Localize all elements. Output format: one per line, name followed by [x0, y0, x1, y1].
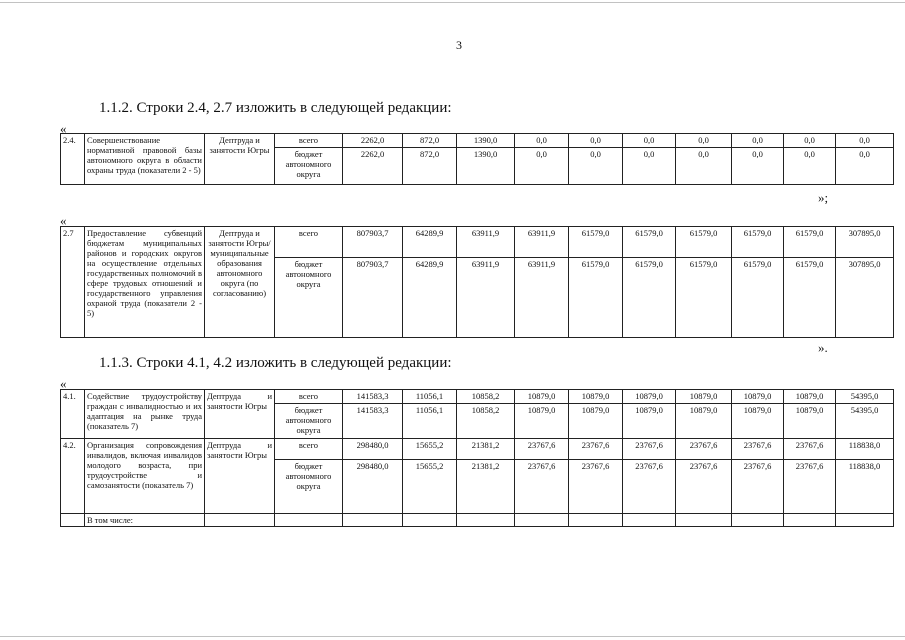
value-cell: 10879,0	[732, 403, 784, 438]
value-cell: 10879,0	[515, 403, 569, 438]
value-cell: 10879,0	[569, 390, 623, 404]
budget-label-line: округа	[296, 169, 321, 180]
value-cell: 61579,0	[732, 227, 784, 258]
value-cell: 61579,0	[569, 227, 623, 258]
value-cell: 0,0	[676, 134, 732, 148]
table-row-2-4	[60, 133, 894, 185]
row-executor: Дептруда и занятости Югры	[205, 390, 275, 439]
open-quote: «	[60, 376, 67, 391]
value-cell: 54395,0	[836, 403, 894, 438]
row-description: Совершенствование нормативной правовой базы автономного округа в области охраны труда (показатели 2 - 5)	[85, 134, 205, 185]
value-cell: 23767,6	[676, 439, 732, 460]
row-description: Предоставление субвенций бюджетам муниципальных районов и городских округов на осуществление отдельных государственных полномочий в сфере трудовых отношений и государственного управления охраной труда (показатели 2 - 5)	[85, 227, 205, 338]
value-cell: 61579,0	[623, 258, 676, 338]
value-cell: 872,0	[403, 134, 457, 148]
funding-budget-label	[275, 403, 343, 438]
value-cell: 64289,9	[403, 227, 457, 258]
value-cell: 15655,2	[403, 460, 457, 514]
funding-total-label: всего	[275, 134, 343, 148]
value-cell: 298480,0	[343, 439, 403, 460]
row-number: 4.1.	[61, 390, 85, 439]
value-cell: 61579,0	[676, 227, 732, 258]
value-cell: 61579,0	[784, 258, 836, 338]
table-row	[61, 227, 894, 258]
value-cell: 118838,0	[836, 460, 894, 514]
value-cell: 10879,0	[623, 390, 676, 404]
end-mark-semicolon: »;	[818, 190, 829, 205]
value-cell: 10879,0	[732, 390, 784, 404]
value-cell: 15655,2	[403, 439, 457, 460]
funding-total-label: всего	[275, 227, 343, 258]
page-number: 3	[456, 38, 462, 52]
footer-empty-cell	[836, 514, 894, 527]
value-cell: 10879,0	[784, 403, 836, 438]
footer-empty-cell	[205, 514, 275, 527]
value-cell: 23767,6	[569, 439, 623, 460]
value-cell: 2262,0	[343, 134, 403, 148]
funding-budget-label	[275, 148, 343, 185]
table-row	[61, 390, 894, 404]
value-cell: 0,0	[836, 148, 894, 185]
footer-empty-cell	[515, 514, 569, 527]
value-cell: 0,0	[784, 148, 836, 185]
footer-empty-cell	[623, 514, 676, 527]
value-cell: 61579,0	[676, 258, 732, 338]
row-executor: Дептруда и занятости Югры	[205, 134, 275, 185]
footer-empty-cell	[569, 514, 623, 527]
footer-empty-cell	[61, 514, 85, 527]
value-cell: 0,0	[676, 148, 732, 185]
value-cell: 10858,2	[457, 390, 515, 404]
value-cell: 63911,9	[457, 258, 515, 338]
value-cell: 10879,0	[569, 403, 623, 438]
budget-label-line: бюджет	[294, 259, 323, 270]
budget-label-line: округа	[296, 279, 321, 290]
value-cell: 63911,9	[515, 258, 569, 338]
table-row	[61, 514, 894, 527]
value-cell: 61579,0	[784, 227, 836, 258]
footer-empty-cell	[343, 514, 403, 527]
value-cell: 141583,3	[343, 403, 403, 438]
footer-empty-cell	[732, 514, 784, 527]
footer-empty-cell	[676, 514, 732, 527]
footer-including-label: В том числе:	[85, 514, 205, 527]
value-cell: 10879,0	[676, 403, 732, 438]
table-row	[61, 439, 894, 460]
scan-edge-bottom	[0, 636, 905, 637]
value-cell: 1390,0	[457, 148, 515, 185]
value-cell: 872,0	[403, 148, 457, 185]
value-cell: 0,0	[569, 148, 623, 185]
funding-budget-label	[275, 258, 343, 338]
funding-total-label: всего	[275, 390, 343, 404]
value-cell: 61579,0	[569, 258, 623, 338]
value-cell: 21381,2	[457, 460, 515, 514]
budget-label-line: округа	[296, 481, 321, 492]
value-cell: 0,0	[836, 134, 894, 148]
value-cell: 307895,0	[836, 227, 894, 258]
value-cell: 0,0	[515, 148, 569, 185]
row-executor: Дептруда и занятости Югры	[205, 439, 275, 514]
table-rows-4	[60, 389, 894, 527]
value-cell: 807903,7	[343, 227, 403, 258]
value-cell: 118838,0	[836, 439, 894, 460]
footer-empty-cell	[275, 514, 343, 527]
value-cell: 10879,0	[623, 403, 676, 438]
value-cell: 2262,0	[343, 148, 403, 185]
value-cell: 23767,6	[676, 460, 732, 514]
value-cell: 23767,6	[515, 460, 569, 514]
value-cell: 0,0	[569, 134, 623, 148]
value-cell: 10879,0	[676, 390, 732, 404]
value-cell: 61579,0	[732, 258, 784, 338]
value-cell: 23767,6	[732, 439, 784, 460]
row-description: Организация сопровождения инвалидов, включая инвалидов молодого возраста, при трудоустройстве и самозанятости (показатель 7)	[85, 439, 205, 514]
footer-empty-cell	[403, 514, 457, 527]
value-cell: 23767,6	[569, 460, 623, 514]
row-number: 2.4.	[61, 134, 85, 185]
value-cell: 23767,6	[623, 439, 676, 460]
budget-label-line: бюджет	[294, 149, 323, 160]
value-cell: 63911,9	[515, 227, 569, 258]
footer-empty-cell	[457, 514, 515, 527]
scan-edge-top	[0, 2, 905, 3]
value-cell: 0,0	[515, 134, 569, 148]
budget-label-line: бюджет	[294, 461, 323, 472]
value-cell: 10879,0	[784, 390, 836, 404]
value-cell: 0,0	[732, 134, 784, 148]
open-quote: «	[60, 213, 67, 228]
value-cell: 807903,7	[343, 258, 403, 338]
row-description: Содействие трудоустройству граждан с инвалидностью и их адаптация на рынке труда (показатель 7)	[85, 390, 205, 439]
value-cell: 23767,6	[784, 439, 836, 460]
value-cell: 0,0	[732, 148, 784, 185]
budget-label-line: автономного	[285, 414, 332, 425]
table-row-2-7	[60, 226, 894, 338]
row-executor: Дептруда и занятости Югры/ муниципальные образования автономного округа (по согласованию)	[205, 227, 275, 338]
table-row	[61, 134, 894, 148]
budget-label-line: округа	[296, 424, 321, 435]
budget-label-line: бюджет	[294, 404, 323, 415]
value-cell: 11056,1	[403, 403, 457, 438]
value-cell: 64289,9	[403, 258, 457, 338]
value-cell: 10858,2	[457, 403, 515, 438]
value-cell: 61579,0	[623, 227, 676, 258]
budget-label-line: автономного	[285, 269, 332, 280]
value-cell: 11056,1	[403, 390, 457, 404]
value-cell: 23767,6	[623, 460, 676, 514]
value-cell: 10879,0	[515, 390, 569, 404]
value-cell: 23767,6	[515, 439, 569, 460]
value-cell: 54395,0	[836, 390, 894, 404]
value-cell: 1390,0	[457, 134, 515, 148]
row-number: 2.7	[61, 227, 85, 338]
value-cell: 63911,9	[457, 227, 515, 258]
value-cell: 0,0	[623, 148, 676, 185]
row-number: 4.2.	[61, 439, 85, 514]
value-cell: 0,0	[623, 134, 676, 148]
value-cell: 0,0	[784, 134, 836, 148]
open-quote: «	[60, 121, 67, 136]
value-cell: 298480,0	[343, 460, 403, 514]
budget-label-line: автономного	[285, 159, 332, 170]
funding-budget-label	[275, 460, 343, 514]
section-heading-1-1-3: 1.1.3. Строки 4.1, 4.2 изложить в следующей редакции:	[99, 355, 452, 371]
value-cell: 23767,6	[784, 460, 836, 514]
section-heading-1-1-2: 1.1.2. Строки 2.4, 2.7 изложить в следующей редакции:	[99, 100, 452, 116]
value-cell: 307895,0	[836, 258, 894, 338]
end-mark-period: ».	[818, 340, 828, 355]
budget-label-line: автономного	[285, 471, 332, 482]
value-cell: 141583,3	[343, 390, 403, 404]
funding-total-label: всего	[275, 439, 343, 460]
value-cell: 21381,2	[457, 439, 515, 460]
value-cell: 23767,6	[732, 460, 784, 514]
footer-empty-cell	[784, 514, 836, 527]
